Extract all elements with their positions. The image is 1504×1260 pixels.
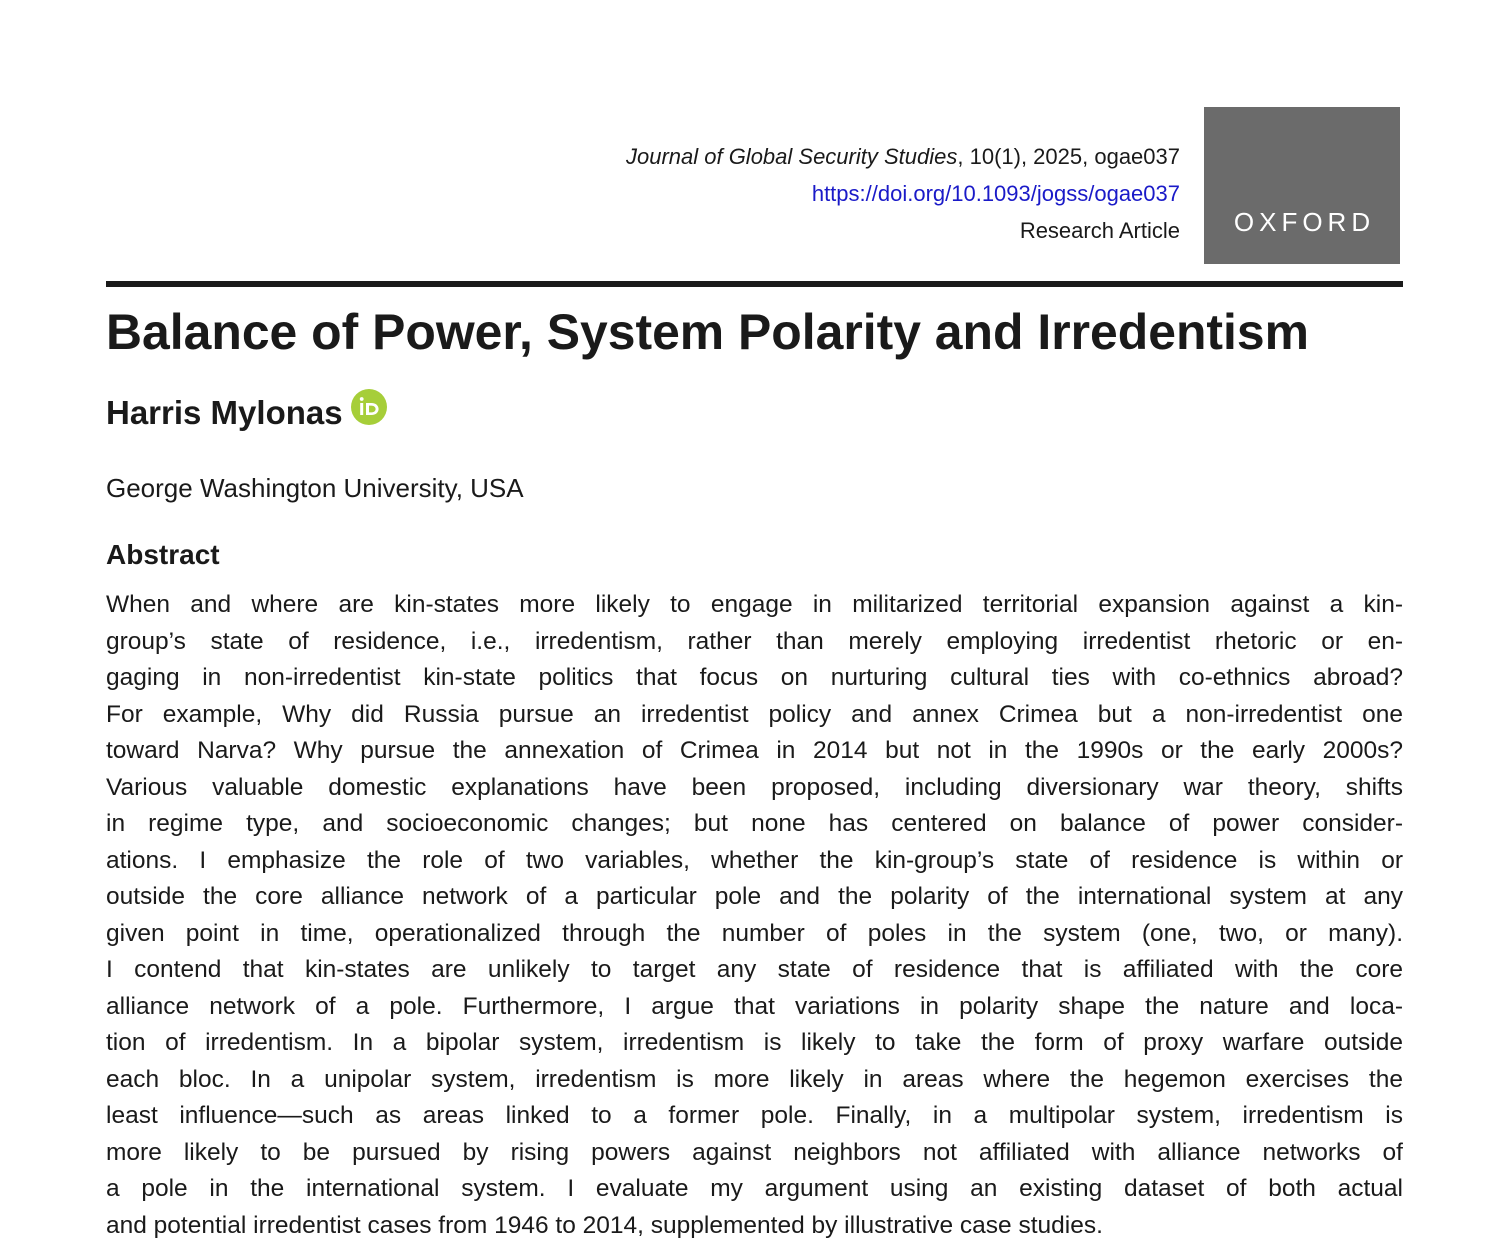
journal-citation [626,138,1180,175]
article-type: Research Article [1019,218,1180,243]
orcid-icon[interactable] [351,389,387,425]
author-affiliation: George Washington University, USA [106,473,524,503]
abstract-line: group’s state of residence, i.e., irredentism, rather than merely employing irredentist rhetoric or en- [106,627,1403,655]
abstract-line: I contend that kin-states are unlikely to target any state of residence that is affiliated with the core [106,956,1403,983]
article-title: Balance of Power, System Polarity and Irredentism [106,304,1309,360]
abstract-line: more likely to be pursued by rising powers against neighbors not affiliated with alliance networks of [106,1138,1403,1166]
doi-link[interactable]: https://doi.org/10.1093/jogss/ogae037 [811,181,1180,206]
journal-header [626,138,1180,249]
abstract-line: tion of irredentism. In a bipolar system, irredentism is likely to take the form of proxy warfare outside [106,1029,1403,1056]
oxford-logo [1204,107,1400,264]
abstract-line: each bloc. In a unipolar system, irredentism is more likely in areas where the hegemon exercises the [106,1065,1403,1093]
doi-row [626,175,1180,212]
abstract-body [106,587,1403,1244]
abstract-line: When and where are kin-states more likely to engage in militarized territorial expansion against a kin- [106,591,1403,618]
abstract-line: alliance network of a pole. Furthermore, I argue that variations in polarity shape the nature and loca- [106,992,1403,1020]
abstract-line: a pole in the international system. I evaluate my argument using an existing dataset of both actual [106,1175,1403,1202]
abstract-line: Various valuable domestic explanations have been proposed, including diversionary war theory, shifts [106,773,1403,801]
journal-name: Journal of Global Security Studies [625,144,958,169]
abstract-line: and potential irredentist cases from 1946 to 2014, supplemented by illustrative case studies. [106,1211,1103,1239]
abstract-line: For example, Why did Russia pursue an irredentist policy and annex Crimea but a non-irredentist one [106,700,1403,728]
abstract-line: gaging in non-irredentist kin-state politics that focus on nurturing cultural ties with co-ethnics abroad? [106,664,1403,691]
abstract-line: least influence—such as areas linked to a former pole. Finally, in a multipolar system, irredentism is [106,1102,1403,1129]
abstract-line: ations. I emphasize the role of two variables, whether the kin-group’s state of residence is within or [106,846,1403,874]
abstract-line: toward Narva? Why pursue the annexation of Crimea in 2014 but not in the 1990s or the early 2000s? [106,737,1403,764]
author-row [106,391,387,435]
abstract-line: in regime type, and socioeconomic changes; but none has centered on balance of power consider- [106,810,1403,837]
author-name: Harris Mylonas [106,394,343,431]
abstract-heading: Abstract [106,539,220,570]
abstract-line: outside the core alliance network of a particular pole and the polarity of the international system at any [106,883,1403,910]
abstract-line: given point in time, operationalized through the number of poles in the system (one, two, or many). [106,919,1403,947]
journal-volume-issue: , 10(1), 2025, ogae037 [957,144,1180,169]
oxford-logo-text: OXFORD [1233,207,1376,237]
title-rule [106,281,1403,287]
